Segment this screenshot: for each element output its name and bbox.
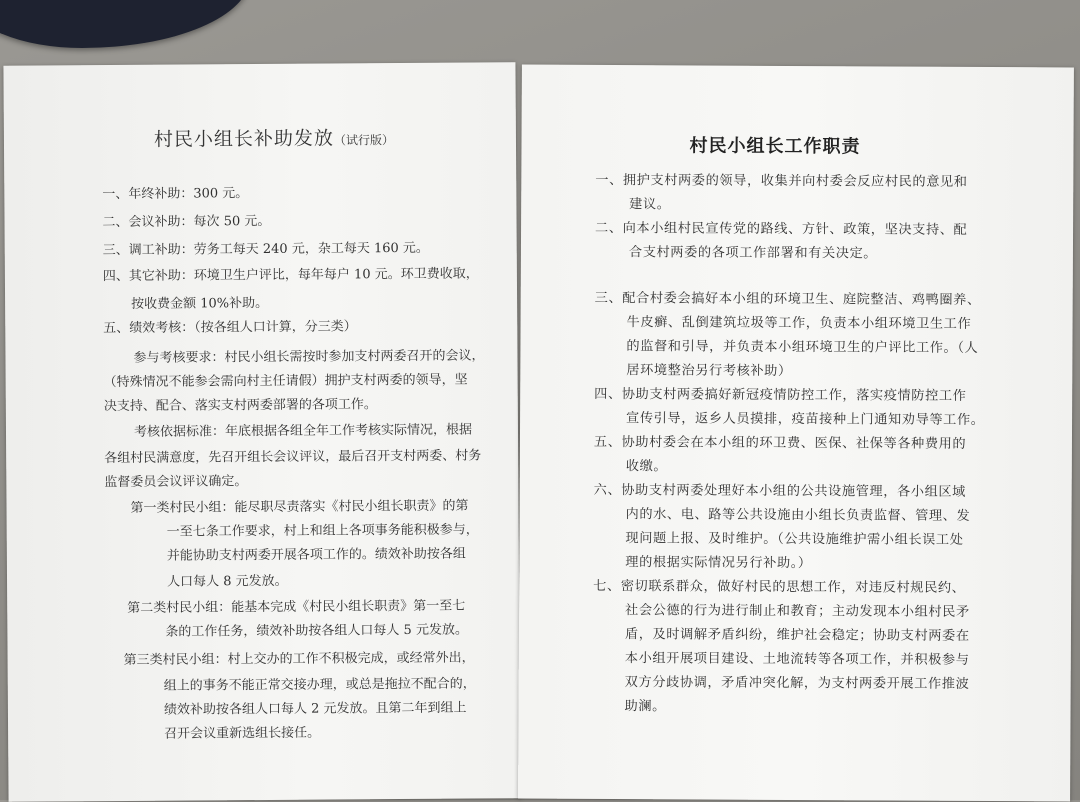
right-text-line: 内的水、电、路等公共设施由小组长负责监督、管理、发: [625, 507, 971, 524]
right-document-sheet: [518, 65, 1074, 802]
left-text-line: 考核依据标准：年底根据各组全年工作考核实际情况，根据: [133, 422, 473, 440]
left-document-title: [154, 123, 394, 152]
right-text-line: 四、协助支村两委搞好新冠疫情防控工作，落实疫情防控工作: [594, 386, 967, 404]
right-text-line: 五、协助村委会在本小组的环卫费、医保、社保等各种费用的: [593, 434, 967, 452]
right-text-line: 理的根据实际情况另行补助。）: [625, 555, 812, 572]
right-text-line: 二、向本小组村民宣传党的路线、方针、政策，坚决支持、配: [595, 220, 968, 238]
right-text-line: 建议。: [629, 197, 671, 213]
left-text-line: 一、年终补助：300 元。: [102, 186, 249, 203]
left-text-line: 各组村民满意度，先召开组长会议评议，最后召开支村两委、村务: [104, 448, 482, 467]
left-text-line: 五、绩效考核：（按各组人口计算，分三类）: [103, 319, 357, 337]
right-text-line: 三、配合村委会搞好本小组的环境卫生、庭院整洁、鸡鸭圈养、: [594, 290, 981, 308]
left-text-line: （特殊情况不能参会需向村主任请假）拥护支村两委的领导，坚: [103, 372, 468, 391]
left-text-line: 决支持、配合、落实支村两委部署的各项工作。: [103, 397, 377, 415]
right-document-title: 村民小组长工作职责: [689, 135, 861, 158]
right-text-line: 的监督和引导，并负责本小组环境卫生的户评比工作。（人: [626, 339, 979, 356]
left-text-line: 召开会议重新选组长接任。: [164, 725, 321, 742]
right-text-line: 现问题上报、及时维护。（公共设施维护需小组长误工处: [625, 531, 964, 548]
left-text-line: 监督委员会议评议确定。: [104, 474, 248, 491]
left-text-line: 参与考核要求：村民小组长需按时参加支村两委召开的会议，: [133, 348, 485, 366]
left-text-line: 第一类村民小组：能尽职尽责落实《村民小组长职责》的第: [130, 498, 469, 516]
right-text-line: 合支村两委的各项工作部署和有关决定。: [628, 245, 878, 262]
left-text-line: 一至七条工作要求，村上和组上各项事务能积极参与，: [166, 522, 479, 540]
right-text-line: 本小组开展项目建设、土地流转等各项工作，并积极参与: [624, 651, 970, 668]
left-text-line: 三、调工补助：劳务工每天 240 元，杂工每天 160 元。: [102, 240, 429, 259]
right-text-line: 双方分歧协调，矛盾冲突化解，为支村两委开展工作推波: [624, 675, 970, 692]
right-text-line: 宣传引导，返乡人员摸排，疫苗接种上门通知劝导等工作。: [626, 411, 985, 428]
left-text-line: 组上的事务不能正常交接办理，或总是拖拉不配合的，: [163, 676, 476, 694]
right-text-line: 七、密切联系群众，做好村民的思想工作，对违反村规民约、: [593, 578, 966, 596]
left-text-line: 二、会议补助：每次 50 元。: [102, 213, 271, 231]
right-text-line: 社会公德的行为进行制止和教育；主动发现本小组村民矛: [625, 603, 970, 620]
right-text-line: 居环境整治另行考核补助）: [626, 363, 792, 379]
left-title-text: 村民小组长补助发放: [153, 127, 335, 151]
right-text-line: 六、协助支村两委处理好本小组的公共设施管理，各小组区域: [593, 482, 966, 500]
right-text-line: 助澜。: [624, 699, 666, 715]
left-text-line: 条的工作任务，绩效补助按各组人口每人 5 元发放。: [165, 622, 468, 640]
left-text-line: 人口每人 8 元发放。: [166, 573, 288, 590]
right-text-line: 牛皮癣、乱倒建筑垃圾等工作，负责本小组环境卫生工作: [626, 315, 972, 332]
left-text-line: 四、其它补助：环境卫生户评比，每年每户 10 元。环卫费收取，: [102, 266, 479, 285]
left-text-line: 并能协助支村两委开展各项工作的。绩效补助按各组: [166, 546, 466, 564]
left-text-line: 第二类村民小组：能基本完成《村民小组长职责》第一至七: [127, 598, 466, 616]
business-card: [0, 0, 250, 48]
left-text-line: 绩效补助按各组人口每人 2 元发放。且第二年到组上: [163, 700, 467, 718]
right-text-line: 一、拥护支村两委的领导，收集并向村委会反应村民的意见和: [595, 172, 968, 190]
left-document-sheet: [3, 62, 520, 802]
right-text-line: 盾，及时调解矛盾纠纷，维护社会稳定；协助支村两委在: [624, 627, 970, 644]
left-text-line: 第三类村民小组：村上交办的工作不积极完成，或经常外出，: [123, 650, 475, 668]
left-title-suffix: （试行版）: [333, 133, 395, 148]
right-text-line: 收缴。: [625, 459, 668, 475]
left-text-line: 按收费金额 10%补助。: [131, 295, 269, 312]
